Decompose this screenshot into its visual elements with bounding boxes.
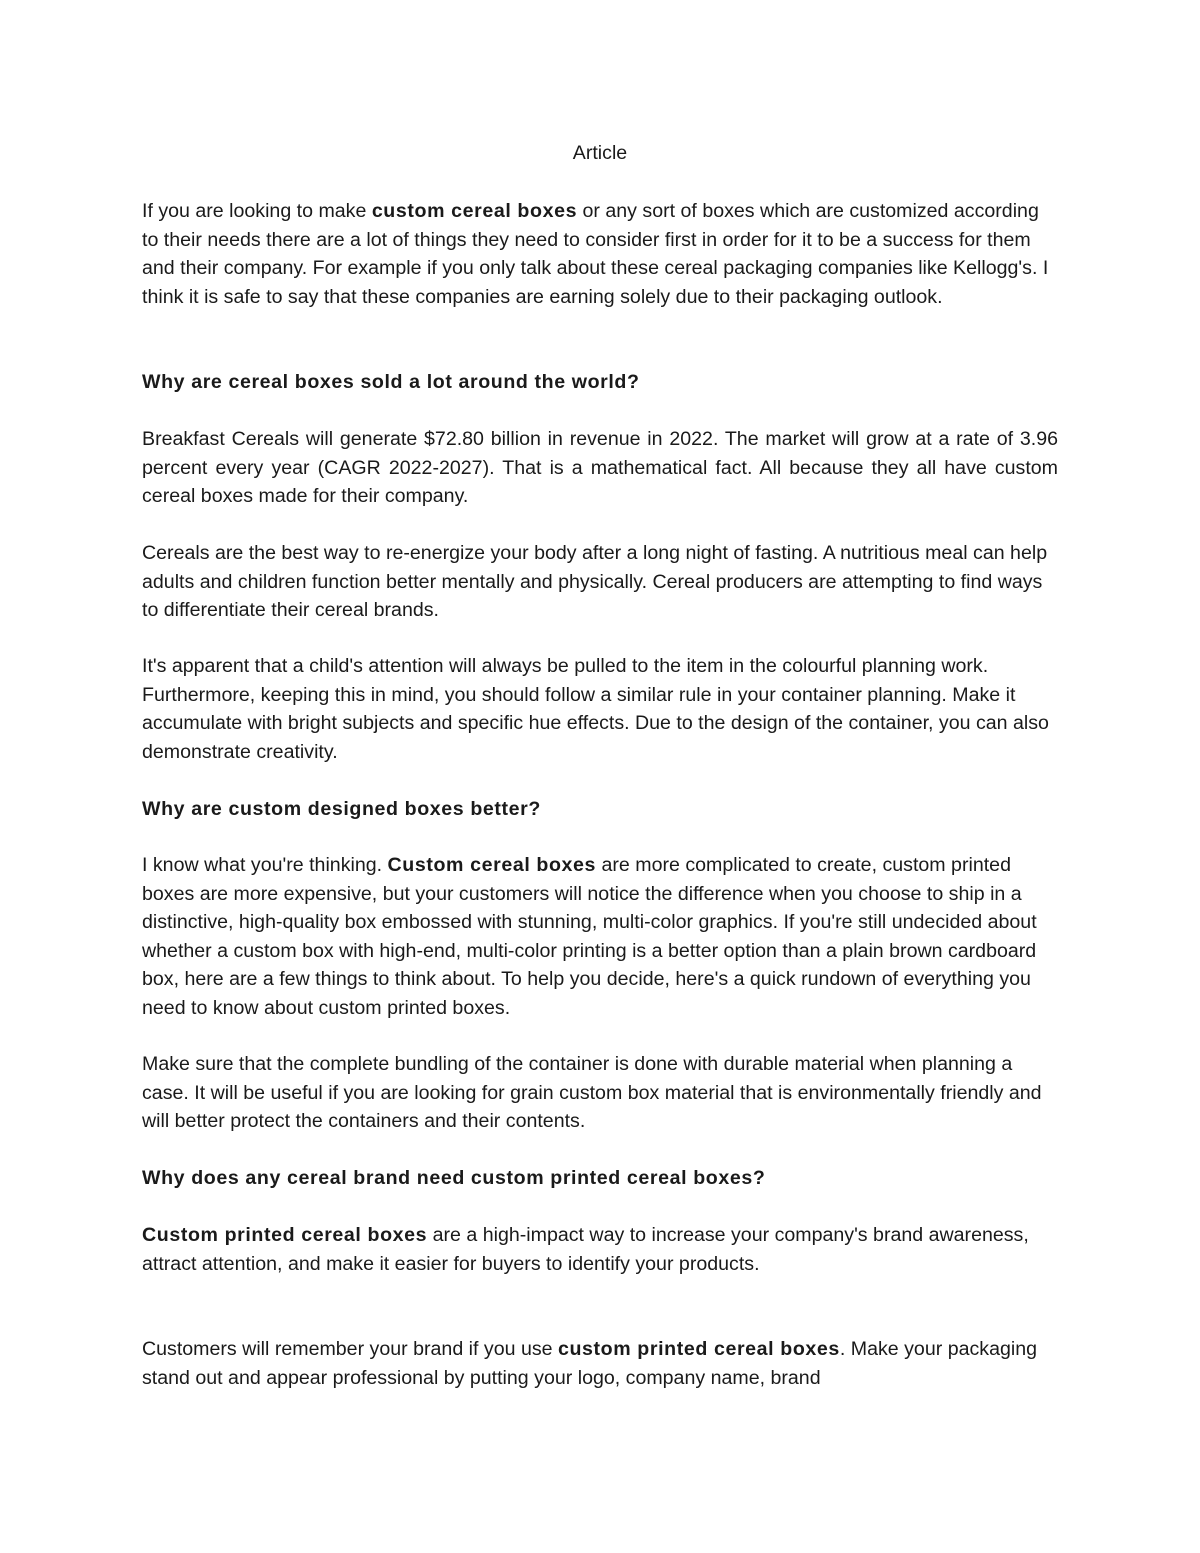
- energize-paragraph: Cereals are the best way to re-energize your body after a long night of fasting. A nutritious meal can help adults and children function better mentally and physically. Cereal producers are attempting to find ways to differentiate their cereal brands.: [142, 542, 1048, 621]
- intro-keyword-bold: custom cereal boxes: [371, 200, 578, 222]
- material-paragraph: Make sure that the complete bundling of the container is done with durable material when planning a case. It will be useful if you are looking for grain custom box material that is environmentally friendly and will better protect the containers and their contents.: [142, 1053, 1042, 1132]
- impact-text: are a high-impact way to increase your company's brand awareness, attract attention, and make it easier for buyers to identify your products.: [142, 1224, 1029, 1275]
- attention-paragraph: It's apparent that a child's attention will always be pulled to the item in the colourful planning work. Furthermore, keeping this in mind, you should follow a similar rule in your container planning. Make it accumulate with bright subjects and specific hue effects. Due to the design of the container, you can also demonstrate creativity.: [142, 655, 1049, 763]
- remember-text-end: . Make your packaging stand out and appear professional by putting your logo, company name, brand: [142, 1338, 1038, 1389]
- remember-text-start: Customers will remember your brand if you use: [142, 1338, 558, 1360]
- impact-keyword-bold: Custom printed cereal boxes: [142, 1224, 428, 1246]
- market-paragraph: Breakfast Cereals will generate $72.80 billion in revenue in 2022. The market will grow at a rate of 3.96 percent every year (CAGR 2022-2027). That is a mathematical fact. All because they all have custom cereal boxes made for their company.: [142, 428, 1058, 507]
- thinking-paragraph: [142, 851, 1058, 1022]
- thinking-text-start: I know what you're thinking.: [142, 854, 388, 876]
- document-title: Article: [572, 142, 628, 164]
- remember-paragraph: [142, 1335, 1058, 1392]
- thinking-text-end: are more complicated to create, custom printed boxes are more expensive, but your customers will notice the difference when you choose to ship in a distinctive, high-quality box embossed with stunning, multi-color graphics. If you're still undecided about whether a custom box with high-end, multi-color printing is a better option than a plain brown cardboard box, here are a few things to think about. To help you decide, here's a quick rundown of everything you need to know about custom printed boxes.: [142, 854, 1037, 1019]
- heading-why-brand-need: Why does any cereal brand need custom printed cereal boxes?: [142, 1167, 766, 1189]
- intro-text-start: If you are looking to make: [142, 200, 372, 222]
- remember-keyword-bold: custom printed cereal boxes: [557, 1338, 840, 1360]
- intro-text-end: or any sort of boxes which are customized according to their needs there are a lot of things they need to consider first in order for it to be a success for them and their company. For example if you only talk about these cereal packaging companies like Kellogg's. I think it is safe to say that these companies are earning solely due to their packaging outlook.: [142, 200, 1049, 308]
- thinking-keyword-bold: Custom cereal boxes: [387, 854, 597, 876]
- impact-paragraph: [142, 1221, 1058, 1278]
- heading-why-sold: Why are cereal boxes sold a lot around the world?: [142, 371, 640, 393]
- intro-paragraph: [142, 197, 1058, 311]
- heading-why-custom-better: Why are custom designed boxes better?: [142, 798, 541, 820]
